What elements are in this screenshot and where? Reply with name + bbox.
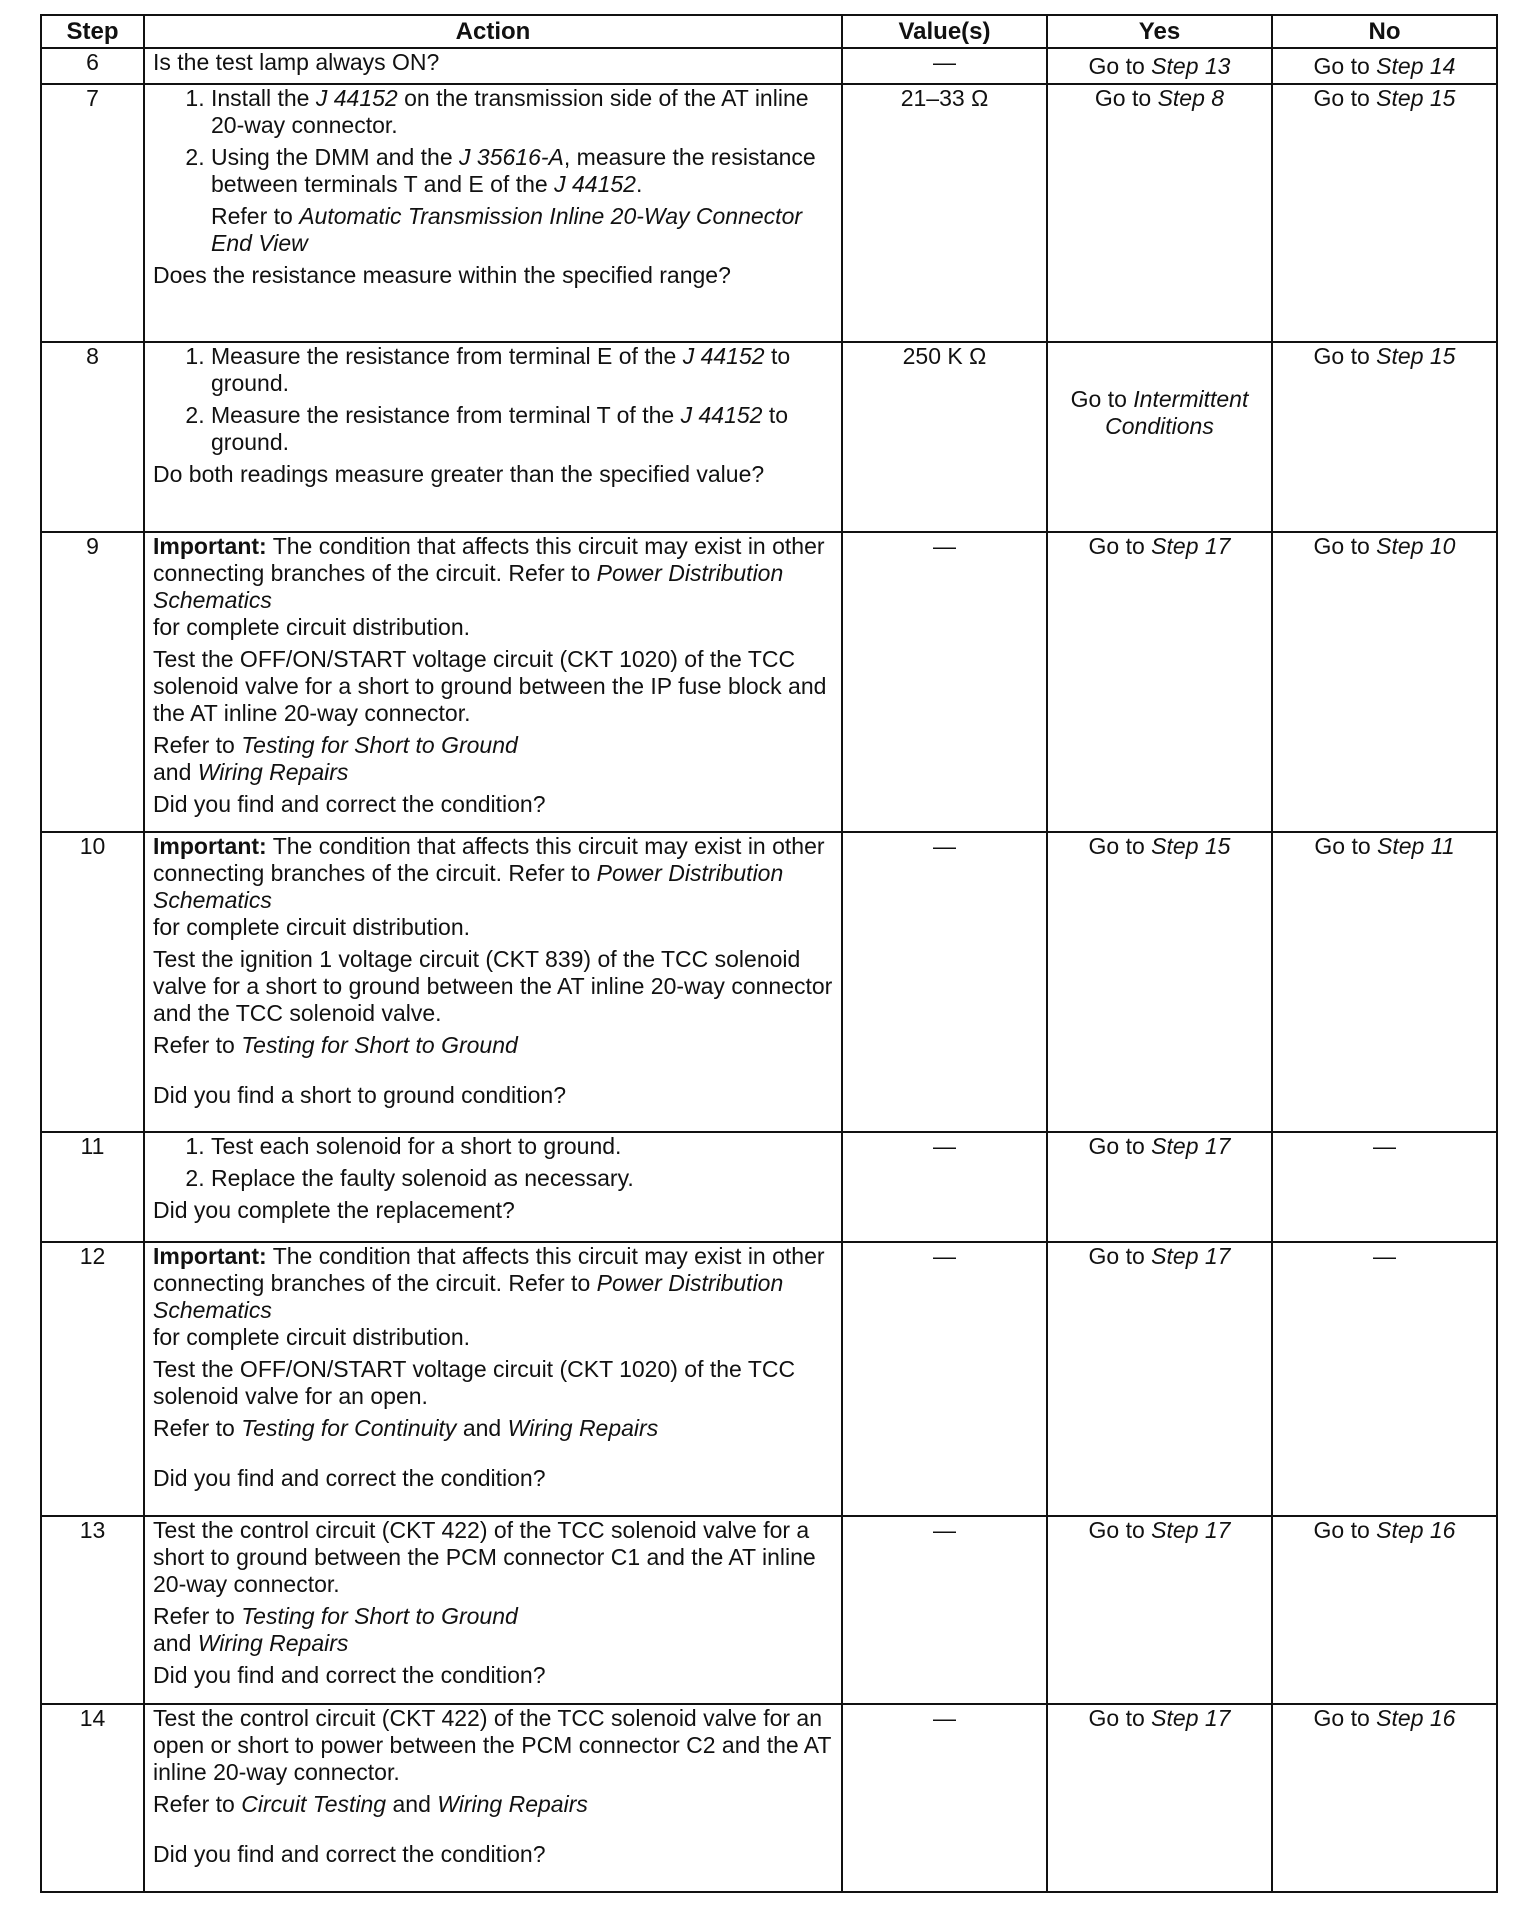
action-cell — [144, 84, 842, 342]
no-cell: — — [1272, 1132, 1497, 1242]
test-instruction: Test the control circuit (CKT 422) of the TCC solenoid valve for a short to ground between the PCM connector C1 and the AT inline 20-way connector. — [153, 1517, 816, 1597]
doc-link[interactable]: Testing for Short to Ground — [241, 732, 518, 758]
question: Did you find and correct the condition? — [153, 791, 546, 817]
question: Does the resistance measure within the specified range? — [153, 262, 731, 288]
action-cell — [144, 1704, 842, 1892]
table-row — [41, 342, 1497, 532]
value-cell: — — [842, 48, 1047, 84]
question: Did you find and correct the condition? — [153, 1841, 546, 1867]
important-note: Important: The condition that affects this circuit may exist in other connecting branches of the circuit. Refer to Power Distribution Schematics for complete circuit distribution. — [153, 833, 825, 940]
value-cell: — — [842, 1242, 1047, 1516]
action-cell — [144, 342, 842, 532]
tool-ref: J 44152 — [682, 343, 765, 369]
step-number: 6 — [41, 48, 144, 84]
goto-step-link[interactable]: Step 14 — [1376, 52, 1456, 79]
goto-step-link[interactable]: Step 8 — [1157, 85, 1225, 111]
test-instruction: Test the control circuit (CKT 422) of the TCC solenoid valve for an open or short to power between the PCM connector C2 and the AT inline 20-way connector. — [153, 1705, 832, 1785]
reference-note: Refer to Testing for Short to Ground — [153, 1032, 518, 1058]
doc-link[interactable]: Wiring Repairs — [437, 1791, 588, 1817]
no-cell: Go to Step 14 — [1272, 48, 1497, 84]
header-no: No — [1272, 15, 1497, 48]
value-cell: 250 K Ω — [842, 342, 1047, 532]
step-number: 12 — [41, 1242, 144, 1516]
value-cell: — — [842, 1132, 1047, 1242]
question: Did you find a short to ground condition? — [153, 1082, 566, 1108]
header-values: Value(s) — [842, 15, 1047, 48]
goto-step-link[interactable]: Step 15 — [1376, 85, 1456, 111]
yes-cell: Go to Step 17 — [1047, 532, 1272, 832]
header-step: Step — [41, 15, 144, 48]
doc-link[interactable]: Circuit Testing — [241, 1791, 387, 1817]
tool-ref: J 35616-A — [459, 144, 564, 170]
list-item: 2. Measure the resistance from terminal T of the J 44152 to ground. — [211, 402, 833, 456]
yes-cell: Go to Step 17 — [1047, 1704, 1272, 1892]
tool-ref: J 44152 — [315, 85, 398, 111]
test-instruction: Test the OFF/ON/START voltage circuit (CKT 1020) of the TCC solenoid valve for a short to ground between the IP fuse block and the AT inline 20-way connector. — [153, 646, 827, 726]
doc-link[interactable]: Power Distribution Schematics — [153, 560, 784, 613]
value-cell: — — [842, 1516, 1047, 1704]
table-row — [41, 84, 1497, 342]
diagnostic-table — [40, 14, 1498, 1893]
goto-step-link[interactable]: Step 17 — [1151, 1133, 1231, 1159]
table-row — [41, 1242, 1497, 1516]
question: Did you complete the replacement? — [153, 1197, 515, 1223]
header-row — [41, 15, 1497, 48]
no-cell: Go to Step 16 — [1272, 1516, 1497, 1704]
test-instruction: Test the ignition 1 voltage circuit (CKT 839) of the TCC solenoid valve for a short to ground between the AT inline 20-way connector and the TCC solenoid valve. — [153, 946, 833, 1026]
instruction-list — [153, 1133, 833, 1192]
list-item: 1. Install the J 44152 on the transmission side of the AT inline 20-way connector. — [211, 85, 833, 139]
list-item: 2. Replace the faulty solenoid as necessary. — [211, 1165, 833, 1192]
no-cell: Go to Step 10 — [1272, 532, 1497, 832]
tool-ref: J 44152 — [554, 171, 636, 197]
action-cell — [144, 532, 842, 832]
yes-cell: Go to Intermittent Conditions — [1047, 342, 1272, 532]
question: Do both readings measure greater than the specified value? — [153, 461, 765, 487]
goto-step-link[interactable]: Step 13 — [1151, 52, 1231, 79]
step-number: 8 — [41, 342, 144, 532]
goto-step-link[interactable]: Step 16 — [1376, 1705, 1456, 1731]
step-number: 10 — [41, 832, 144, 1132]
action-cell — [144, 832, 842, 1132]
yes-cell: Go to Step 17 — [1047, 1132, 1272, 1242]
doc-link[interactable]: Testing for Short to Ground — [241, 1603, 518, 1629]
doc-link[interactable]: Testing for Continuity — [241, 1415, 457, 1441]
reference-note: Refer to Testing for Short to Ground and Wiring Repairs — [153, 1603, 518, 1656]
table-row — [41, 1704, 1497, 1892]
no-cell: Go to Step 15 — [1272, 84, 1497, 342]
tool-ref: J 44152 — [680, 402, 763, 428]
table-row — [41, 832, 1497, 1132]
question: Is the test lamp always ON? — [153, 49, 440, 75]
no-cell: Go to Step 16 — [1272, 1704, 1497, 1892]
yes-cell: Go to Step 17 — [1047, 1242, 1272, 1516]
goto-step-link[interactable]: Step 10 — [1376, 533, 1456, 559]
table-row — [41, 1516, 1497, 1704]
yes-cell: Go to Step 8 — [1047, 84, 1272, 342]
table-row — [41, 532, 1497, 832]
instruction-list — [153, 343, 833, 456]
step-number: 7 — [41, 84, 144, 342]
value-cell: 21–33 Ω — [842, 84, 1047, 342]
reference-note: Refer to Testing for Short to Ground and Wiring Repairs — [153, 732, 518, 785]
instruction-list — [153, 85, 833, 198]
value-cell: — — [842, 832, 1047, 1132]
no-cell: Go to Step 15 — [1272, 342, 1497, 532]
doc-link[interactable]: Wiring Repairs — [197, 759, 349, 785]
goto-step-link[interactable]: Step 17 — [1151, 1243, 1231, 1269]
goto-step-link[interactable]: Step 11 — [1377, 833, 1455, 859]
yes-cell: Go to Step 17 — [1047, 1516, 1272, 1704]
doc-link[interactable]: Power Distribution Schematics — [153, 860, 784, 913]
important-note: Important: The condition that affects this circuit may exist in other connecting branches of the circuit. Refer to Power Distribution Schematics for complete circuit distribution. — [153, 1243, 825, 1350]
doc-link[interactable]: Power Distribution Schematics — [153, 1270, 784, 1323]
reference-note: Refer to Circuit Testing and Wiring Repairs — [153, 1791, 588, 1817]
doc-link[interactable]: Intermittent Conditions — [1105, 386, 1249, 439]
important-note: Important: The condition that affects this circuit may exist in other connecting branches of the circuit. Refer to Power Distribution Schematics for complete circuit distribution. — [153, 533, 825, 640]
doc-link[interactable]: Wiring Repairs — [197, 1630, 349, 1656]
table-row — [41, 1132, 1497, 1242]
list-item: 1. Measure the resistance from terminal E of the J 44152 to ground. — [211, 343, 833, 397]
goto-step-link[interactable]: Step 15 — [1151, 833, 1231, 859]
action-cell — [144, 1132, 842, 1242]
step-number: 11 — [41, 1132, 144, 1242]
question: Did you find and correct the condition? — [153, 1465, 546, 1491]
table-row — [41, 48, 1497, 84]
goto-step-link[interactable]: Step 17 — [1151, 1705, 1231, 1731]
reference-note: Refer to Automatic Transmission Inline 20-Way Connector End View — [211, 203, 803, 256]
yes-cell: Go to Step 15 — [1047, 832, 1272, 1132]
step-number: 13 — [41, 1516, 144, 1704]
goto-step-link[interactable]: Step 15 — [1376, 343, 1456, 369]
action-cell — [144, 48, 842, 84]
step-number: 14 — [41, 1704, 144, 1892]
list-item: 2. Using the DMM and the J 35616-A, measure the resistance between terminals T and E of the J 44152. — [211, 144, 833, 198]
action-cell — [144, 1516, 842, 1704]
step-number: 9 — [41, 532, 144, 832]
no-cell: — — [1272, 1242, 1497, 1516]
doc-link[interactable]: Automatic Transmission Inline 20-Way Connector End View — [211, 203, 803, 256]
value-cell: — — [842, 532, 1047, 832]
no-cell: Go to Step 11 — [1272, 832, 1497, 1132]
doc-link[interactable]: Wiring Repairs — [507, 1415, 659, 1441]
goto-step-link[interactable]: Step 17 — [1151, 533, 1231, 559]
question: Did you find and correct the condition? — [153, 1662, 546, 1688]
header-yes: Yes — [1047, 15, 1272, 48]
action-cell — [144, 1242, 842, 1516]
doc-link[interactable]: Testing for Short to Ground — [241, 1032, 518, 1058]
list-item: 1. Test each solenoid for a short to ground. — [211, 1133, 833, 1160]
header-action: Action — [144, 15, 842, 48]
test-instruction: Test the OFF/ON/START voltage circuit (CKT 1020) of the TCC solenoid valve for an open. — [153, 1356, 796, 1409]
goto-step-link[interactable]: Step 16 — [1376, 1517, 1456, 1543]
yes-cell: Go to Step 13 — [1047, 48, 1272, 84]
value-cell: — — [842, 1704, 1047, 1892]
goto-step-link[interactable]: Step 17 — [1151, 1517, 1231, 1543]
reference-note: Refer to Testing for Continuity and Wiring Repairs — [153, 1415, 659, 1441]
